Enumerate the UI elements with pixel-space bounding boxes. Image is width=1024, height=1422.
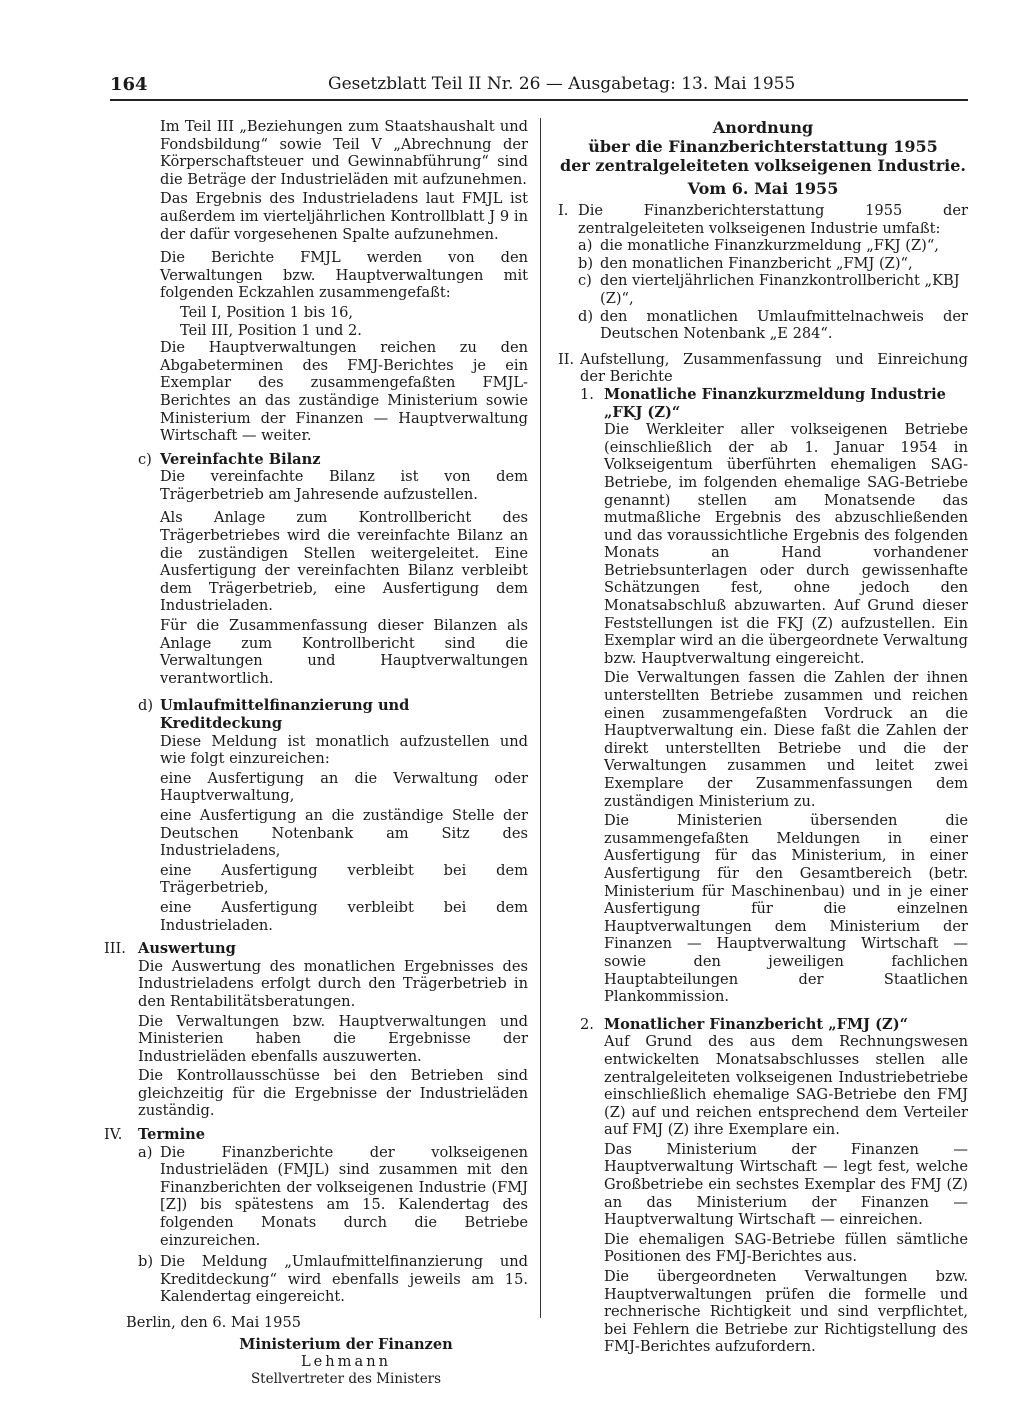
paragraph: Die Werkleiter aller volkseigenen Betriebe (einschließlich der ab 1. Januar 1954 in Volkseigentum überführten ehemaligen SAG-Betriebe, im folgenden ehemalige SAG-Betriebe genannt) stellen am Monatsende das mutmaßliche Ergebnis des abzuschließenden und das voraussichtliche Ergebnis des folgenden Monats an Hand vorhandener Betriebsunterlagen oder durch gewissenhafte Schätzungen fest, ohne jedoch den Monatsabschluß abzuwarten. Auf Grund dieser Feststellungen ist die FKJ (Z) aufzustellen. Ein Exemplar wird an die übergeordnete Verwaltung bzw. Hauptverwaltung eingereicht. — [604, 421, 968, 667]
subsection-title: Monatlicher Finanzbericht „FMJ (Z)“ — [604, 1015, 908, 1033]
item-text: den monatlichen Umlaufmittelnachweis der Deutschen Notenbank „E 284“. — [600, 307, 968, 343]
list-item: eine Ausfertigung an die zuständige Stelle der Deutschen Notenbank am Sitz des Industrieladens, — [160, 806, 528, 860]
paragraph: Die Berichte FMJL werden von den Verwaltungen bzw. Hauptverwaltungen mit folgenden Eckzahlen zusammengefaßt: — [160, 249, 528, 302]
paragraph: Das Ergebnis des Industrieladens laut FMJL ist außerdem im vierteljährlichen Kontrollblatt J 9 in der dafür vorgesehenen Spalte aufzunehmen. — [160, 190, 528, 243]
signature-name: Lehmann — [300, 1353, 392, 1371]
section-title: Vereinfachte Bilanz — [160, 450, 321, 468]
paragraph: Die übergeordneten Verwaltungen bzw. Hauptverwaltungen prüfen die formelle und rechnerische Richtigkeit und sind verpflichtet, bei Fehlern die Betriebe zur Richtigstellung des FMJ-Berichtes aufzufordern. — [604, 1268, 968, 1356]
subsection-2-heading — [558, 1016, 968, 1034]
paragraph: Die Kontrollausschüsse bei den Betrieben sind gleichzeitig für die Ergebnisse der Industrieläden zuständig. — [138, 1067, 528, 1120]
section-title: Termine — [138, 1126, 206, 1144]
section-iv-heading — [104, 1126, 528, 1144]
section-label: IV. — [104, 1126, 123, 1144]
subsection-1-heading — [558, 386, 968, 421]
section-iii-heading — [104, 940, 528, 958]
paragraph: Die Auswertung des monatlichen Ergebnisses des Industrieladens erfolgt durch den Trägerbetrieb in den Rentabilitätsberatungen. — [138, 957, 528, 1010]
section-label: d) — [138, 697, 154, 715]
item-label: b) — [578, 254, 594, 272]
running-title: Gesetzblatt Teil II Nr. 26 — Ausgabetag: 13. Mai 1955 — [328, 74, 796, 94]
item-text: Die Meldung „Umlaufmittelfinanzierung und Kreditdeckung“ wird ebenfalls jeweils am 15. Kalendertag eingereicht. — [160, 1253, 528, 1306]
right-column — [558, 118, 968, 1358]
paragraph: Auf Grund des aus dem Rechnungswesen entwickelten Monatsabschlusses stellen alle zentralgeleiteten volkseigenen Industriebetriebe einschließlich ehemalige SAG-Betriebe den FMJ (Z) auf und reichen entsprechend dem Verteiler auf FMJ (Z) ihre Exemplare ein. — [604, 1033, 968, 1139]
list-item — [558, 308, 968, 343]
column-divider — [540, 118, 541, 1318]
item-label: 1. — [580, 385, 594, 403]
list-line: Teil I, Position 1 bis 16, — [180, 303, 354, 321]
item-text: den monatlichen Finanzbericht „FMJ (Z)“, — [600, 254, 913, 272]
item-label: 2. — [580, 1015, 594, 1033]
section-c-heading — [104, 451, 528, 469]
section-text: Die Finanzberichterstattung 1955 der zentralgeleiteten volkseigenen Industrie umfaßt: — [578, 202, 968, 237]
header-rule — [110, 99, 968, 101]
item-text: den vierteljährlichen Finanzkontrollbericht „KBJ (Z)“, — [600, 272, 960, 307]
item-label: d) — [578, 307, 594, 325]
list-item — [104, 1253, 528, 1306]
list-item — [558, 237, 968, 255]
paragraph: Für die Zusammenfassung dieser Bilanzen als Anlage zum Kontrollbericht sind die Verwaltungen und Hauptverwaltungen verantwortlich. — [160, 617, 528, 687]
ordinance-subtitle: der zentralgeleiteten volkseigenen Industrie. — [560, 156, 966, 175]
paragraph: Die Verwaltungen fassen die Zahlen der ihnen unterstellten Betriebe zusammen und reichen einen zusammengefaßten Vordruck an die Hauptverwaltung ein. Diese faßt die Zahlen der direkt unterstellten Betriebe und die der Verwaltungen zusammen und leitet zwei Exemplare der Zusammenfassungen dem zuständigen Ministerium zu. — [604, 669, 968, 810]
paragraph: Das Ministerium der Finanzen — Hauptverwaltung Wirtschaft — legt fest, welche Großbetriebe ein sechstes Exemplar des FMJ (Z) an das Ministerium der Finanzen — Hauptverwaltung Wirtschaft — einreichen. — [604, 1140, 968, 1229]
paragraph: Die ehemaligen SAG-Betriebe füllen sämtliche Positionen des FMJ-Berichtes aus. — [604, 1230, 968, 1266]
left-column — [104, 118, 528, 1388]
paragraph: Die vereinfachte Bilanz ist von dem Trägerbetrieb am Jahresende aufzustellen. — [160, 468, 528, 503]
item-label: c) — [578, 272, 592, 290]
signature-role: Stellvertreter des Ministers — [250, 1370, 442, 1387]
list-item: eine Ausfertigung an die Verwaltung oder Hauptverwaltung, — [160, 769, 528, 805]
subsection-title: Monatliche Finanzkurzmeldung Industrie „FKJ (Z)“ — [604, 385, 946, 421]
section-title: Umlaufmittelfinanzierung und Kreditdeckung — [160, 697, 410, 732]
paragraph: Die Verwaltungen bzw. Hauptverwaltungen und Ministerien haben die Ergebnisse der Industrieläden ebenfalls auszuwerten. — [138, 1012, 528, 1065]
item-text: die monatliche Finanzkurzmeldung „FKJ (Z)“, — [600, 237, 939, 255]
paragraph: Die Hauptverwaltungen reichen zu den Abgabeterminen des FMJ-Berichtes je ein Exemplar des zusammengefaßten FMJL-Berichtes an das zuständige Ministerium sowie Ministerium der Finanzen — Hauptverwaltung Wirtschaft — weiter. — [160, 339, 528, 445]
list-item: eine Ausfertigung verbleibt bei dem Trägerbetrieb, — [160, 861, 528, 897]
list-item: eine Ausfertigung verbleibt bei dem Industrieladen. — [160, 898, 528, 934]
item-label: b) — [138, 1253, 154, 1271]
paragraph: Die Ministerien übersenden die zusammengefaßten Meldungen in einer Ausfertigung für das Ministerium, in einer Ausfertigung für den Gesamtbereich (betr. Ministerium für Maschinenbau) und in je einer Ausfertigung für die einzelnen Hauptverwaltungen dem Ministerium der Finanzen — Hauptverwaltung Wirtschaft — sowie den jeweiligen fachlichen Hauptabteilungen der Staatlichen Plankommission. — [604, 812, 968, 1006]
section-label: c) — [138, 450, 152, 468]
item-text: Die Finanzberichte der volkseigenen Industrieläden (FMJL) sind zusammen mit den Finanzberichten der volkseigenen Industrie (FMJ [Z]) bis spätestens am 15. Kalendertag des folgenden Monats durch die Betriebe einzureichen. — [160, 1143, 528, 1249]
place-date: Berlin, den 6. Mai 1955 — [126, 1314, 302, 1331]
paragraph: Diese Meldung ist monatlich aufzustellen und wie folgt einzureichen: — [160, 732, 528, 768]
paragraph: Als Anlage zum Kontrollbericht des Trägerbetriebes wird die vereinfachte Bilanz an die zuständigen Stellen weitergeleitet. Eine Ausfertigung der vereinfachten Bilanz verbleibt dem Trägerbetrieb, eine Ausfertigung dem Industrieladen. — [160, 509, 528, 615]
item-label: a) — [578, 237, 593, 255]
section-label: II. — [558, 350, 575, 368]
page-number: 164 — [110, 74, 148, 95]
paragraph: Im Teil III „Beziehungen zum Staatshaushalt und Fondsbildung“ sowie Teil V „Abrechnung der Körperschaftsteuer und Gewinnabführung“ sind die Beträge der Industrieläden mit aufzunehmen. — [160, 118, 528, 188]
section-i — [558, 202, 968, 237]
signature-org: Ministerium der Finanzen — [239, 1335, 453, 1353]
section-label: III. — [104, 940, 126, 958]
ordinance-subtitle: über die Finanzberichterstattung 1955 — [588, 137, 938, 156]
section-title: Auswertung — [138, 940, 236, 958]
section-label: I. — [558, 202, 569, 219]
list-item — [558, 255, 968, 273]
section-ii — [558, 351, 968, 386]
ordinance-date: Vom 6. Mai 1955 — [687, 179, 839, 198]
section-text: Aufstellung, Zusammenfassung und Einreichung der Berichte — [580, 350, 968, 386]
list-item — [104, 1144, 528, 1250]
list-item — [558, 272, 968, 307]
list-line: Teil III, Position 1 und 2. — [180, 321, 362, 339]
ordinance-title: Anordnung — [712, 118, 814, 137]
section-d-heading — [104, 697, 528, 732]
item-label: a) — [138, 1143, 153, 1161]
